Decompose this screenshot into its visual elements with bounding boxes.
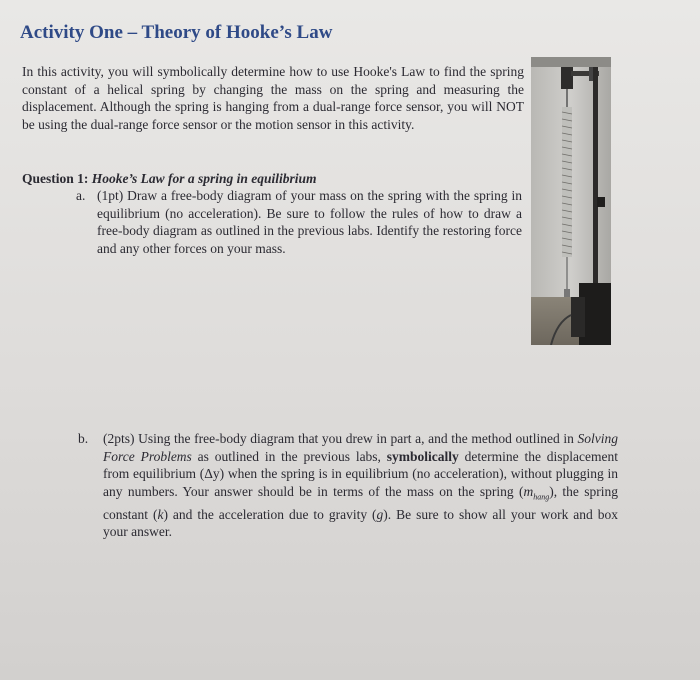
question-1-heading [22,170,522,188]
activity-title: Activity One – Theory of Hooke’s Law [20,22,333,43]
part-a-text: (1pt) Draw a free-body diagram of your mass on the spring with the spring in equilibrium (no acceleration). Be sure to follow the rules of how to draw a free-body diagram as outlined in the previous labs. Identify the restoring force and any other forces on your mass. [97,188,522,256]
question-1-number: Question 1: [22,171,89,186]
part-b-text: (2pts) Using the free-body diagram that you drew in part a, and the method outlined in Solving Force Problems as outlined in the previous labs, symbolically determine the displacement from equilibrium (Δy) when the spring is in equilibrium (no acceleration), without plugging in any numbers. Your answer should be in terms of the mass on the spring $(m_{hang})$, the spring constant (k) and the acceleration due to gravity (g). Be sure to show all your work and box your answer. [103,431,618,540]
spring-apparatus-photo [531,57,611,345]
part-b-letter: b. [78,431,89,446]
intro-paragraph: In this activity, you will symbolically determine how to use Hooke's Law to find the spring constant of a helical spring by changing the mass on the spring and measuring the displacement. Although the spring is hanging from a dual-range force sensor, you will NOT be using the dual-range force sensor or the motion sensor in this activity. [22,64,524,132]
part-b [78,430,618,541]
question-1-title: Hooke’s Law for a spring in equilibrium [91,171,317,186]
part-a-letter: a. [76,188,86,203]
part-a [76,187,522,257]
